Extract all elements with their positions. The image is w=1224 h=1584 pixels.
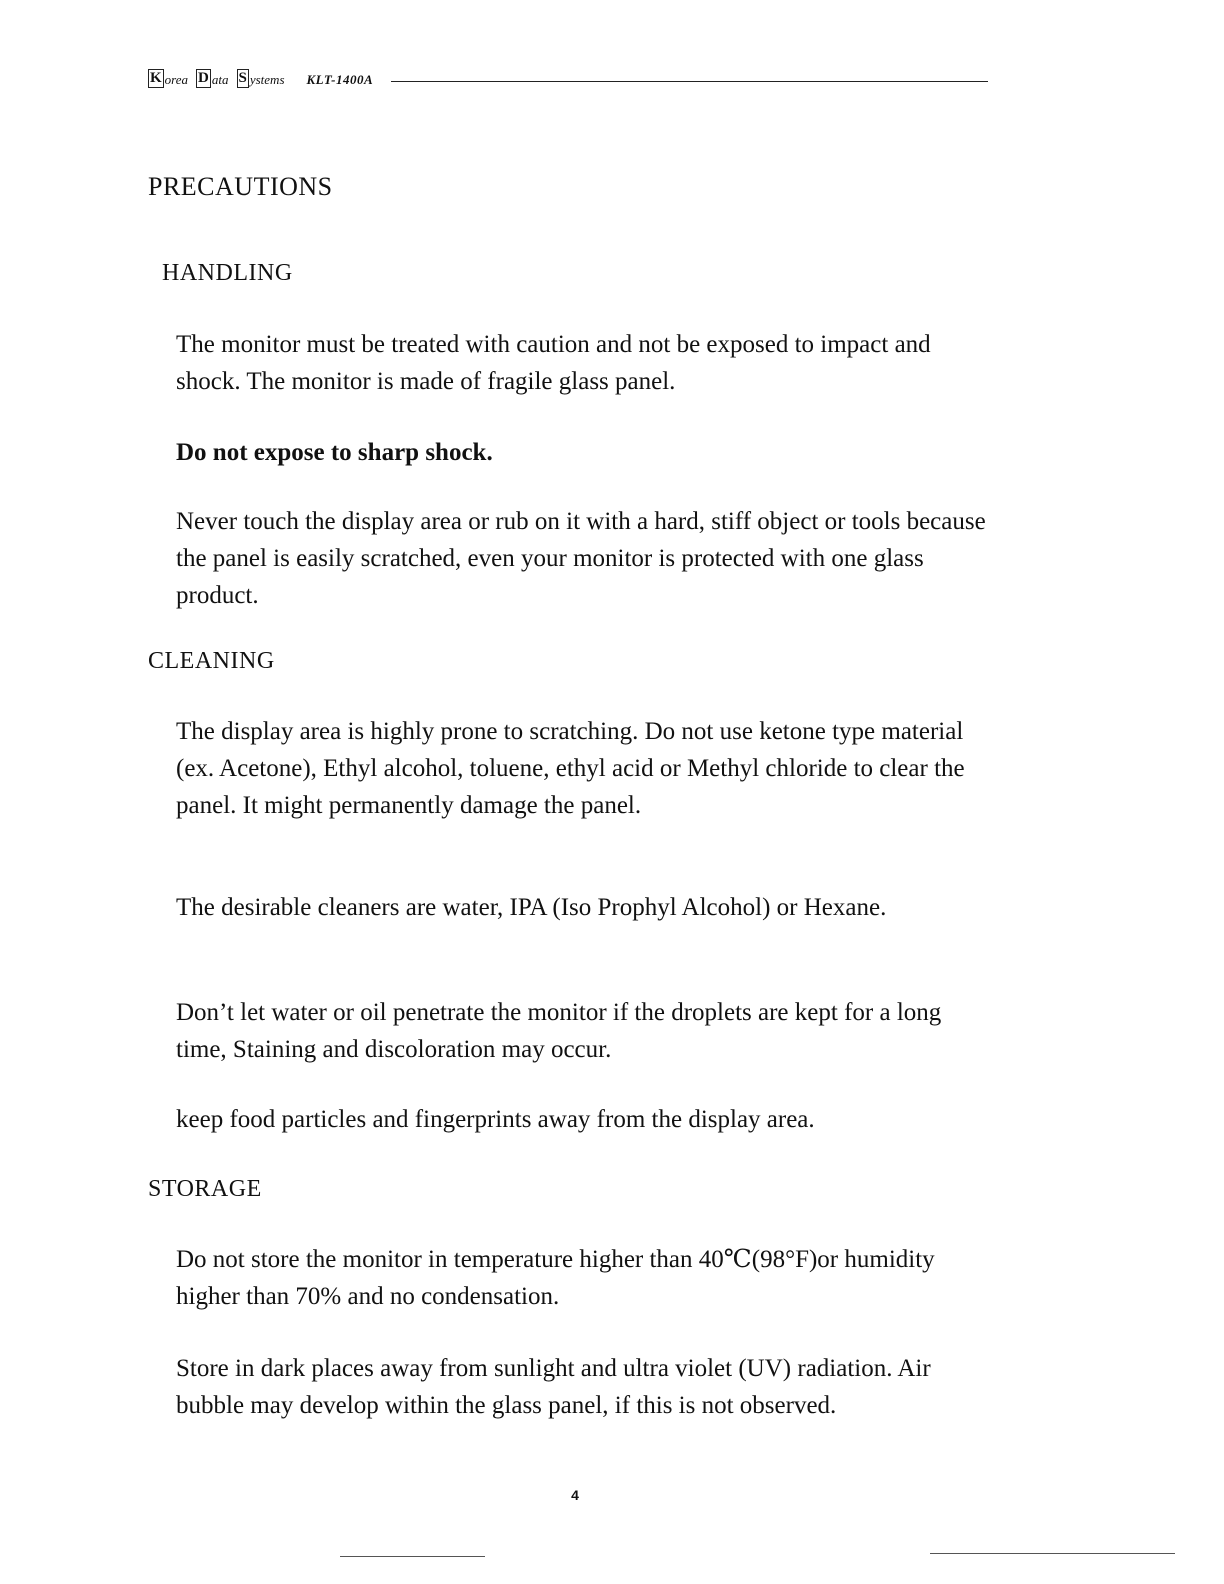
handling-paragraph-2: Never touch the display area or rub on it with a hard, stiff object or tools because the panel is easily scratched, even your monitor is protected with one glass product. [176,508,986,609]
cleaning-paragraph-2: The desirable cleaners are water, IPA (Iso Prophyl Alcohol) or Hexane. [176,894,887,921]
cleaning-paragraph-1: The display area is highly prone to scratching. Do not use ketone type material (ex. Acetone), Ethyl alcohol, toluene, ethyl acid or Methyl chloride to clear the panel. It might permanently damage the panel. [176,718,965,819]
model-number: KLT-1400A [306,72,374,87]
brand-initial: K [150,70,162,86]
brand-rest: ata [211,72,229,87]
page-number: 4 [571,1487,579,1503]
brand-word-korea [148,69,188,88]
brand-word-data [196,69,228,88]
brand-rest: ystems [249,72,285,87]
handling-warning: Do not expose to sharp shock. [176,439,493,466]
brand-rest: orea [164,72,189,87]
page-title: PRECAUTIONS [148,172,333,201]
cleaning-paragraph-4: keep food particles and fingerprints away from the display area. [176,1106,815,1133]
storage-paragraph-2: Store in dark places away from sunlight and ultra violet (UV) radiation. Air bubble may develop within the glass panel, if this is not observed. [176,1355,931,1419]
header-rule [391,81,988,82]
cleaning-paragraph-3: Don’t let water or oil penetrate the monitor if the droplets are kept for a long time, Staining and discoloration may occur. [176,999,942,1063]
brand-word-systems [237,69,285,88]
handling-paragraph-1: The monitor must be treated with caution and not be exposed to impact and shock. The monitor is made of fragile glass panel. [176,331,931,395]
scan-artifact-line [340,1556,485,1557]
scan-artifact-line [930,1553,1175,1554]
storage-paragraph-1: Do not store the monitor in temperature higher than 40℃(98°F)or humidity higher than 70% and no condensation. [176,1246,935,1310]
page-header [148,62,988,88]
brand-initial: D [198,70,209,86]
section-heading-cleaning: CLEANING [148,648,275,674]
brand-initial: S [238,70,247,86]
section-heading-handling: HANDLING [162,260,293,286]
section-heading-storage: STORAGE [148,1176,262,1202]
